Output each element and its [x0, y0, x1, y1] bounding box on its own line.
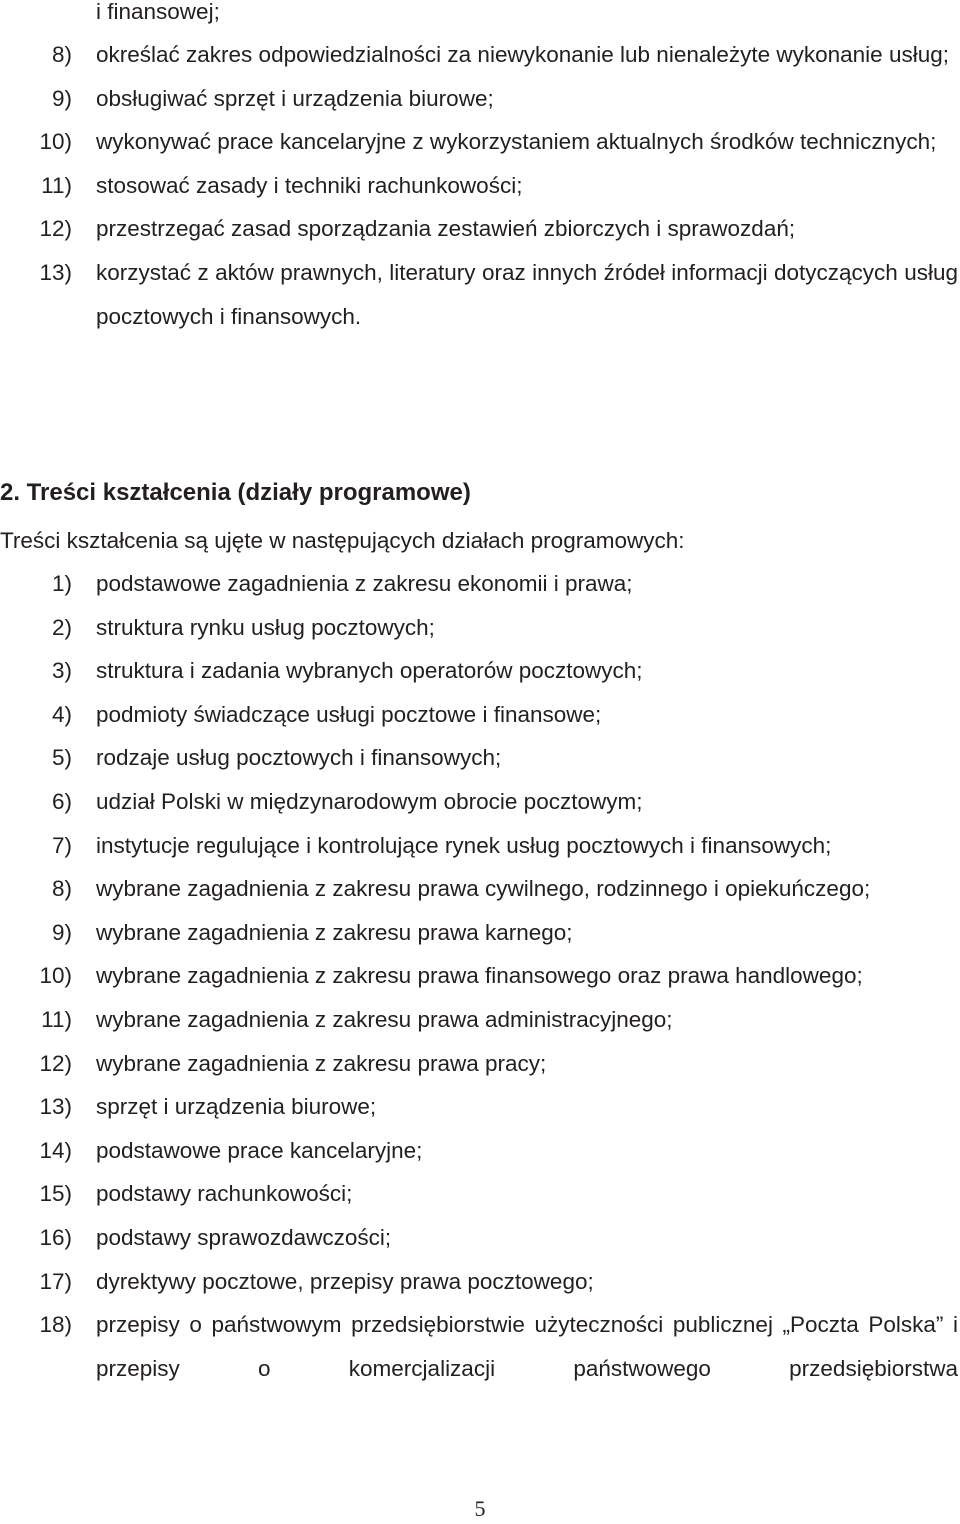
item-number: 16) — [39, 1224, 72, 1250]
item-text: przestrzegać zasad sporządzania zestawień zbiorczych i sprawozdań; — [96, 216, 796, 242]
item-number: 13) — [39, 259, 72, 285]
item-text: przepisy o państwowym przedsiębiorstwie użyteczności publicznej „Poczta Polska” i przepisy o komercjalizacji państwowego przedsiębiorstwa — [96, 1312, 958, 1381]
list-item — [0, 1042, 958, 1086]
item-text: podmioty świadczące usługi pocztowe i finansowe; — [96, 701, 602, 727]
item-text: podstawy rachunkowości; — [96, 1181, 353, 1207]
item-text: rodzaje usług pocztowych i finansowych; — [96, 745, 502, 771]
item-text: podstawowe prace kancelaryjne; — [96, 1137, 423, 1163]
list-item — [0, 954, 958, 998]
list-item — [0, 1260, 958, 1304]
item-text: struktura rynku usług pocztowych; — [96, 614, 435, 640]
item-text: wykonywać prace kancelaryjne z wykorzystaniem aktualnych środków technicznych; — [96, 129, 937, 155]
item-number: 12) — [39, 1050, 72, 1076]
item-text: sprzęt i urządzenia biurowe; — [96, 1094, 377, 1120]
list-item — [0, 77, 958, 121]
item-text: udział Polski w międzynarodowym obrocie pocztowym; — [96, 788, 643, 814]
item-number: 9) — [51, 85, 72, 111]
item-text: korzystać z aktów prawnych, literatury oraz innych źródeł informacji dotyczących usług pocztowych i finansowych. — [96, 259, 958, 329]
item-number: 9) — [51, 919, 72, 945]
list-item — [0, 824, 958, 868]
skills-list — [0, 33, 960, 338]
item-text: podstawy sprawozdawczości; — [96, 1224, 392, 1250]
list-item — [0, 998, 958, 1042]
item-number: 3) — [51, 658, 72, 684]
item-number: 15) — [39, 1181, 72, 1207]
item-number: 10) — [39, 129, 72, 155]
list-item — [0, 1172, 958, 1216]
list-item — [0, 1129, 958, 1173]
list-item — [0, 120, 958, 164]
page-number: 5 — [474, 1496, 486, 1521]
list-item — [0, 164, 958, 208]
list-item — [0, 1085, 958, 1129]
item-text: wybrane zagadnienia z zakresu prawa finansowego oraz prawa handlowego; — [96, 963, 863, 989]
item-number: 7) — [51, 832, 72, 858]
program-sections-list — [0, 562, 960, 1390]
section-heading: 2. Treści kształcenia (działy programowe) — [0, 479, 471, 506]
item-number: 11) — [41, 1006, 72, 1032]
item-text: instytucje regulujące i kontrolujące rynek usług pocztowych i finansowych; — [96, 832, 832, 858]
item-text: podstawowe zagadnienia z zakresu ekonomii i prawa; — [96, 571, 633, 596]
list-item — [0, 251, 958, 338]
list-item — [0, 1216, 958, 1260]
item-number: 6) — [51, 788, 72, 814]
item-text: stosować zasady i techniki rachunkowości; — [96, 172, 523, 198]
item-number: 17) — [39, 1268, 72, 1294]
item-number: 8) — [51, 876, 72, 902]
item-number: 12) — [39, 216, 72, 242]
list-item — [0, 562, 958, 606]
item-number: 2) — [51, 614, 72, 640]
item-number: 14) — [39, 1137, 72, 1163]
item-text: wybrane zagadnienia z zakresu prawa pracy; — [96, 1050, 547, 1076]
item-text: wybrane zagadnienia z zakresu prawa cywilnego, rodzinnego i opiekuńczego; — [96, 876, 871, 902]
continuation-text: i finansowej; — [96, 0, 220, 24]
item-number: 5) — [51, 745, 72, 771]
item-text: struktura i zadania wybranych operatorów pocztowych; — [96, 658, 643, 684]
section-intro: Treści kształcenia są ujęte w następujących działach programowych: — [0, 528, 685, 553]
item-number: 10) — [39, 963, 72, 989]
item-number: 13) — [39, 1094, 72, 1120]
list-item — [0, 780, 958, 824]
list-item — [0, 1303, 958, 1390]
list-item — [0, 649, 958, 693]
list-item — [0, 736, 958, 780]
item-text: dyrektywy pocztowe, przepisy prawa pocztowego; — [96, 1268, 594, 1294]
list-item — [0, 867, 958, 911]
list-item — [0, 33, 958, 77]
item-text: obsługiwać sprzęt i urządzenia biurowe; — [96, 85, 494, 111]
item-number: 18) — [39, 1312, 72, 1338]
list-item — [0, 207, 958, 251]
list-item — [0, 693, 958, 737]
list-item — [0, 606, 958, 650]
list-item — [0, 911, 958, 955]
item-text: określać zakres odpowiedzialności za niewykonanie lub nienależyte wykonanie usług; — [96, 42, 949, 67]
item-number: 11) — [41, 172, 72, 198]
item-number: 4) — [51, 701, 72, 727]
item-number: 1) — [51, 571, 72, 596]
item-number: 8) — [51, 42, 72, 67]
item-text: wybrane zagadnienia z zakresu prawa karnego; — [96, 919, 573, 945]
item-text: wybrane zagadnienia z zakresu prawa administracyjnego; — [96, 1006, 673, 1032]
